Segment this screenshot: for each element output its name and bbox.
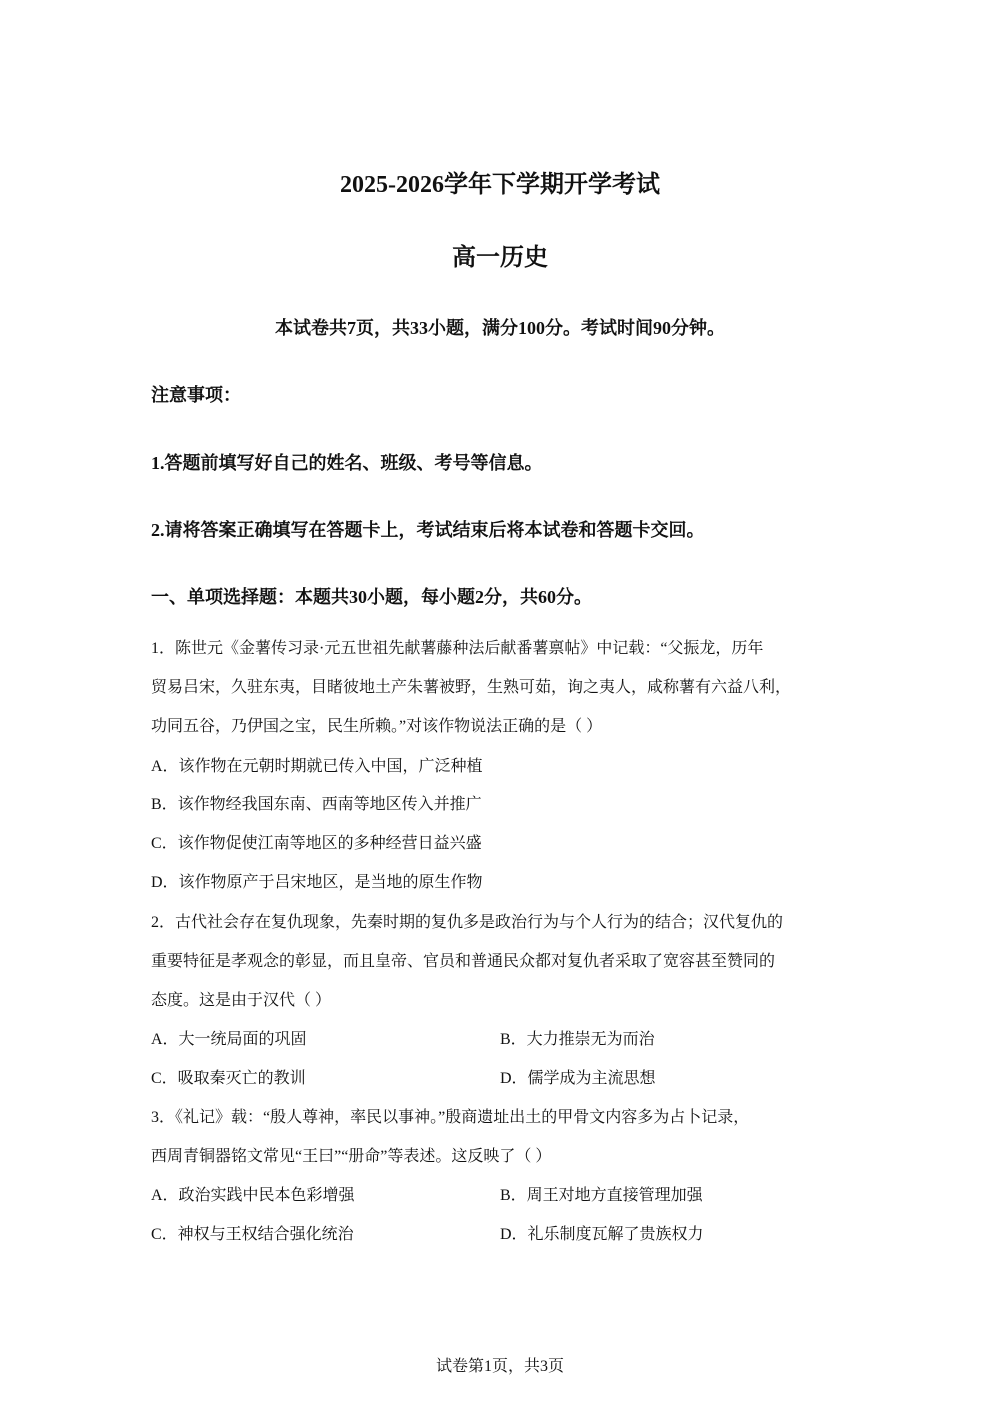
question-option: A．政治实践中民本色彩增强 bbox=[151, 1187, 355, 1204]
question-stem-line: 功同五谷，乃伊国之宝，民生所赖。”对该作物说法正确的是（ ） bbox=[151, 718, 603, 735]
question-option: D．礼乐制度瓦解了贵族权力 bbox=[500, 1226, 704, 1243]
question-stem-line: 1．陈世元《金薯传习录·元五世祖先献薯藤种法后献番薯禀帖》中记载：“父振龙，历年 bbox=[151, 640, 764, 657]
section-heading: 一、单项选择题：本题共30小题，每小题2分，共60分。 bbox=[151, 587, 592, 607]
question-option: D．儒学成为主流思想 bbox=[500, 1070, 656, 1087]
note-item: 2.请将答案正确填写在答题卡上，考试结束后将本试卷和答题卡交回。 bbox=[151, 520, 705, 540]
subject-title: 高一历史 bbox=[452, 245, 548, 271]
question-option: C．神权与王权结合强化统治 bbox=[151, 1226, 354, 1243]
question-stem-line: 2．古代社会存在复仇现象，先秦时期的复仇多是政治行为与个人行为的结合；汉代复仇的 bbox=[151, 914, 784, 931]
question-stem-line: 3．《礼记》载：“殷人尊神，率民以事神。”殷商遗址出土的甲骨文内容多为占卜记录， bbox=[151, 1109, 750, 1126]
question-option: C．吸取秦灭亡的教训 bbox=[151, 1070, 306, 1087]
question-stem-line: 重要特征是孝观念的彰显，而且皇帝、官员和普通民众都对复仇者采取了宽容甚至赞同的 bbox=[151, 953, 776, 970]
question-option: D．该作物原产于吕宋地区，是当地的原生作物 bbox=[151, 874, 483, 891]
page-footer: 试卷第1页，共3页 bbox=[435, 1358, 564, 1375]
exam-summary: 本试卷共7页，共33小题，满分100分。考试时间90分钟。 bbox=[275, 318, 725, 338]
question-option: B．该作物经我国东南、西南等地区传入并推广 bbox=[151, 796, 482, 813]
question-option: B．大力推崇无为而治 bbox=[500, 1031, 655, 1048]
exam-title: 2025-2026学年下学期开学考试 bbox=[340, 172, 660, 198]
question-stem-line: 态度。这是由于汉代（ ） bbox=[151, 992, 332, 1009]
question-option: A．该作物在元朝时期就已传入中国，广泛种植 bbox=[151, 758, 483, 775]
question-stem-line: 贸易吕宋，久驻东夷，目睹彼地土产朱薯被野，生熟可茹，询之夷人，咸称薯有六益八利， bbox=[151, 679, 792, 696]
question-option: C．该作物促使江南等地区的多种经营日益兴盛 bbox=[151, 835, 482, 852]
question-stem-line: 西周青铜器铭文常见“王曰”“册命”等表述。这反映了（ ） bbox=[151, 1148, 552, 1165]
question-option: B．周王对地方直接管理加强 bbox=[500, 1187, 703, 1204]
note-item: 1.答题前填写好自己的姓名、班级、考号等信息。 bbox=[151, 453, 543, 473]
notes-heading: 注意事项： bbox=[151, 385, 241, 405]
question-option: A．大一统局面的巩固 bbox=[151, 1031, 307, 1048]
